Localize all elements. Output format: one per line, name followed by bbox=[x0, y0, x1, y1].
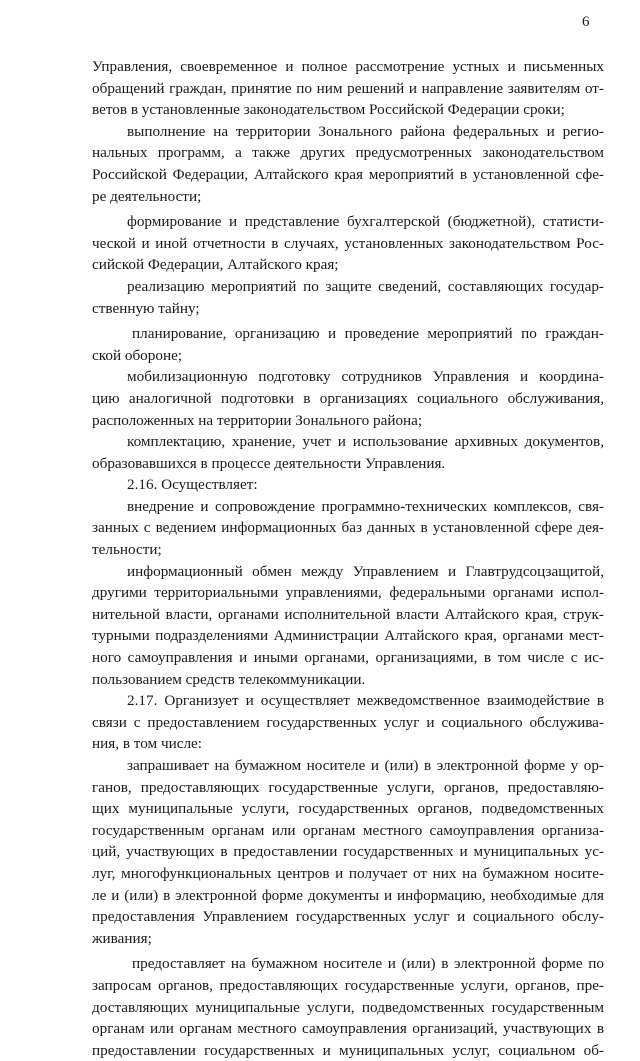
text-line: ганов, предоставляющих государственные услуги, органов, предоставляю- bbox=[92, 778, 604, 796]
text-line: сийской Федерации, Алтайского края; bbox=[92, 256, 339, 274]
text-line: запросам органов, предоставляющих государственные услуги, органов, пре- bbox=[92, 976, 604, 994]
text-line: предоставлении государственных и муниципальных услуг, социальном об- bbox=[92, 1041, 604, 1059]
text-line: нальных программ, а также других предусмотренных законодательством bbox=[92, 144, 604, 162]
text-line: запрашивает на бумажном носителе и (или) в электронной форме у ор- bbox=[127, 757, 604, 774]
text-line: Управления, своевременное и полное рассмотрение устных и письменных bbox=[92, 58, 604, 75]
text-line: ческой и иной отчетности в случаях, установленных законодательством Рос- bbox=[92, 234, 604, 252]
text-line: расположенных на территории Зонального района; bbox=[92, 411, 423, 429]
text-line: информационный обмен между Управлением и Главтрудсоцзащитой, bbox=[127, 562, 604, 580]
text-line: обращений граждан, принятие по ним решений и направление заявителям от- bbox=[92, 79, 604, 97]
text-line: ре деятельности; bbox=[92, 187, 202, 205]
text-line: органам или органам местного самоуправления организаций, участвующих в bbox=[92, 1020, 604, 1038]
text-line: ветов в установленные законодательством Российской Федерации сроки; bbox=[92, 101, 565, 119]
text-line: цию аналогичной подготовки в организациях социального обслуживания, bbox=[92, 389, 604, 407]
text-line: реализацию мероприятий по защите сведений, составляющих государ- bbox=[127, 277, 604, 295]
text-line: государственным органам или органам местного самоуправления организа- bbox=[92, 821, 604, 839]
text-line: ций, участвующих в предоставлении государственных и муниципальных ус- bbox=[92, 843, 604, 861]
text-line: живания; bbox=[92, 929, 152, 947]
text-line: внедрение и сопровождение программно-технических комплексов, свя- bbox=[127, 497, 604, 515]
text-line: щих муниципальные услуги, государственных органов, подведомственных bbox=[92, 800, 604, 818]
text-line: доставляющих муниципальные услуги, подведомственных государственным bbox=[92, 998, 604, 1016]
text-line: турными подразделениями Администрации Алтайского края, органами мест- bbox=[92, 627, 604, 645]
text-line: ственную тайну; bbox=[92, 299, 200, 317]
text-line: мобилизационную подготовку сотрудников Управления и координа- bbox=[127, 368, 604, 386]
text-line: ния, в том числе: bbox=[92, 735, 202, 753]
text-line: комплектацию, хранение, учет и использование архивных документов, bbox=[127, 433, 604, 451]
text-line: предоставления Управлением государственных услуг и социального обслу- bbox=[92, 908, 604, 926]
text-line: ного самоуправления и иными органами, организациями, в том числе с ис- bbox=[92, 649, 604, 667]
text-line: 2.16. Осуществляет: bbox=[127, 476, 258, 494]
text-line: пользованием средств телекоммуникации. bbox=[92, 670, 366, 688]
text-line: формирование и представление бухгалтерской (бюджетной), статисти- bbox=[127, 213, 604, 231]
text-line: тельности; bbox=[92, 541, 162, 559]
page-number: 6 bbox=[582, 14, 590, 30]
text-line: другими территориальными управлениями, федеральными органами испол- bbox=[92, 584, 604, 602]
text-line: луг, многофункциональных центров и получает от них на бумажном носите- bbox=[92, 864, 604, 882]
document-body bbox=[92, 56, 604, 1061]
text-line: образовавшихся в процессе деятельности Управления. bbox=[92, 454, 446, 472]
text-line: связи с предоставлением государственных услуг и социального обслужива- bbox=[92, 713, 604, 731]
text-line: нительной власти, органами исполнительной власти Алтайского края, струк- bbox=[92, 605, 604, 623]
text-line: ле и (или) в электронной форме документы и информацию, необходимые для bbox=[92, 886, 604, 904]
text-line: ской обороне; bbox=[92, 346, 183, 364]
text-line: занных с ведением информационных баз данных в установленной сфере дея- bbox=[92, 519, 604, 537]
text-line: Российской Федерации, Алтайского края мероприятий в установленной сфе- bbox=[92, 165, 604, 183]
text-line: выполнение на территории Зонального района федеральных и регио- bbox=[127, 122, 604, 140]
text-line: планирование, организацию и проведение мероприятий по граждан- bbox=[132, 325, 604, 343]
text-line: 2.17. Организует и осуществляет межведомственное взаимодействие в bbox=[127, 692, 604, 710]
text-line: предоставляет на бумажном носителе и (или) в электронной форме по bbox=[132, 955, 604, 973]
